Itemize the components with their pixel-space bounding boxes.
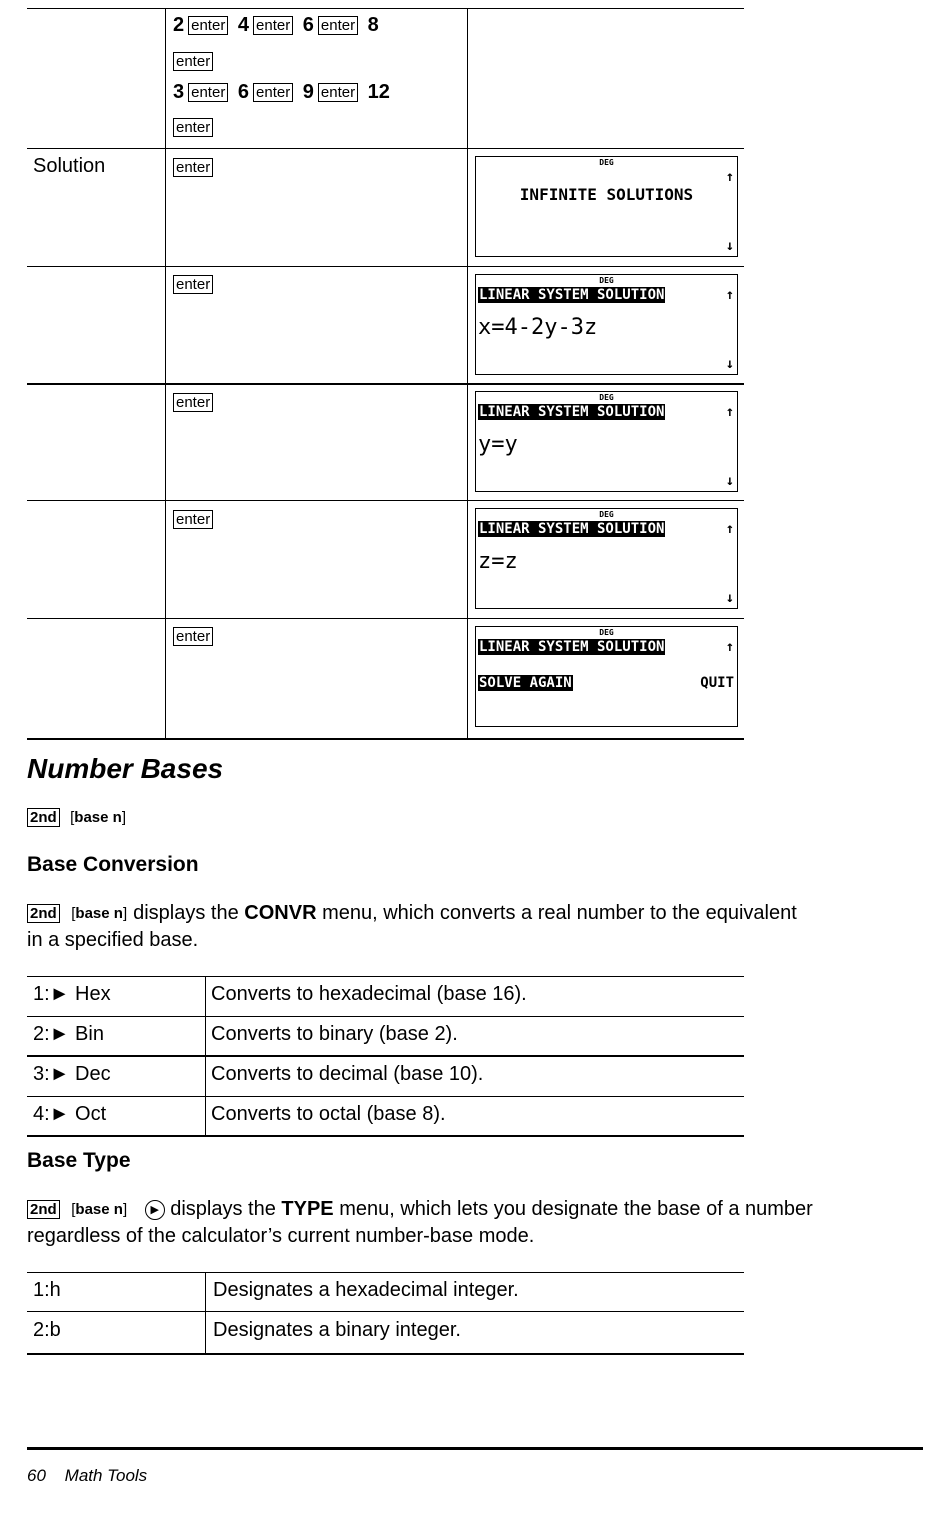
footer-rule: [27, 1447, 923, 1450]
table-rule: [27, 618, 744, 619]
table-cell: 1:h: [33, 1279, 61, 1301]
up-arrow-icon: ↑: [725, 287, 734, 303]
up-arrow-icon: ↑: [725, 639, 734, 655]
table-cell: Designates a binary integer.: [213, 1319, 461, 1341]
screen-header: LINEAR SYSTEM SOLUTION: [479, 404, 665, 420]
enter-key: enter: [188, 16, 228, 35]
table-cell: 1:► Hex: [33, 983, 111, 1005]
key-sequence-line1: 2 enter 4 enter 6 enter 8: [173, 14, 379, 36]
table-cell: 2:► Bin: [33, 1023, 104, 1045]
deg-indicator: DEG: [599, 276, 614, 285]
subheading-base-conversion: Base Conversion: [27, 853, 199, 876]
calculator-screen: [475, 391, 738, 492]
footer-title: Math Tools: [64, 1466, 148, 1485]
calculator-screen: [475, 156, 738, 257]
down-arrow-icon: ↓: [725, 590, 734, 606]
screen-header: LINEAR SYSTEM SOLUTION: [479, 521, 665, 537]
right-arrow-key-icon: ▶: [145, 1200, 165, 1220]
paragraph-base-type: 2nd [base n] ▶ displays the TYPE menu, which lets you designate the base of a number regardless of the calculator’s current number-base mode.: [27, 1198, 813, 1248]
table-cell: 2:b: [33, 1319, 61, 1341]
key-sequence: [27, 808, 126, 827]
table-rule: [27, 383, 744, 385]
enter-key: enter: [318, 83, 358, 102]
second-key: 2nd: [27, 1200, 60, 1219]
calculator-screen: [475, 274, 738, 375]
enter-key: enter: [253, 83, 293, 102]
second-key: 2nd: [27, 808, 60, 827]
table-rule: [27, 500, 744, 501]
paragraph-base-conversion: 2nd [base n] displays the CONVR menu, which converts a real number to the equivalent in a specified base.: [27, 902, 797, 952]
table-rule: [27, 738, 744, 740]
deg-indicator: DEG: [599, 158, 614, 167]
enter-key: enter: [173, 275, 213, 294]
up-arrow-icon: ↑: [725, 169, 734, 185]
table-col-divider: [165, 8, 166, 739]
table-cell: Converts to binary (base 2).: [211, 1023, 458, 1045]
enter-key: enter: [188, 83, 228, 102]
up-arrow-icon: ↑: [725, 521, 734, 537]
screen-result: y=y: [478, 432, 518, 457]
table-rule: [27, 8, 744, 9]
calculator-screen: [475, 626, 738, 727]
key-sequence-line2b: [173, 116, 217, 139]
second-key: 2nd: [27, 904, 60, 923]
section-title: Number Bases: [27, 753, 224, 784]
screen-result: z=z: [478, 549, 518, 574]
calculator-screen: [475, 508, 738, 609]
up-arrow-icon: ↑: [725, 404, 734, 420]
enter-key: enter: [173, 510, 213, 529]
screen-header: LINEAR SYSTEM SOLUTION: [479, 287, 665, 303]
quit-option: QUIT: [700, 675, 734, 691]
footer: [27, 1466, 147, 1486]
table-cell: Converts to hexadecimal (base 16).: [211, 983, 527, 1005]
solve-again-option: SOLVE AGAIN: [479, 675, 572, 691]
enter-key: enter: [173, 627, 213, 646]
screen-header: LINEAR SYSTEM SOLUTION: [479, 639, 665, 655]
enter-key: enter: [318, 16, 358, 35]
down-arrow-icon: ↓: [725, 238, 734, 254]
table-col-divider: [467, 8, 468, 739]
deg-indicator: DEG: [599, 510, 614, 519]
subheading-base-type: Base Type: [27, 1149, 131, 1172]
base-n-key: [base n]: [70, 809, 126, 826]
page-number: 60: [27, 1466, 46, 1485]
step-label: Solution: [33, 155, 106, 177]
screen-result: x=4-2y-3z: [478, 315, 598, 340]
table-cell: Designates a hexadecimal integer.: [213, 1279, 519, 1301]
enter-key: enter: [173, 393, 213, 412]
table-cell: 4:► Oct: [33, 1103, 107, 1125]
down-arrow-icon: ↓: [725, 356, 734, 372]
deg-indicator: DEG: [599, 393, 614, 402]
table-rule: [27, 148, 744, 149]
key-sequence-line1b: [173, 50, 217, 73]
screen-message: INFINITE SOLUTIONS: [519, 185, 694, 204]
table-cell: Converts to decimal (base 10).: [211, 1063, 484, 1085]
enter-key: enter: [173, 118, 213, 137]
down-arrow-icon: ↓: [725, 473, 734, 489]
table-cell: 3:► Dec: [33, 1063, 111, 1085]
enter-key: enter: [253, 16, 293, 35]
base-n-key: [base n]: [71, 905, 128, 923]
key-sequence-line2: 3 enter 6 enter 9 enter 12: [173, 81, 390, 103]
table-cell: Converts to octal (base 8).: [211, 1103, 446, 1125]
table-rule: [27, 266, 744, 267]
enter-key: enter: [173, 52, 213, 71]
base-n-key: [base n]: [71, 1201, 128, 1219]
deg-indicator: DEG: [599, 628, 614, 637]
enter-key: enter: [173, 158, 213, 177]
